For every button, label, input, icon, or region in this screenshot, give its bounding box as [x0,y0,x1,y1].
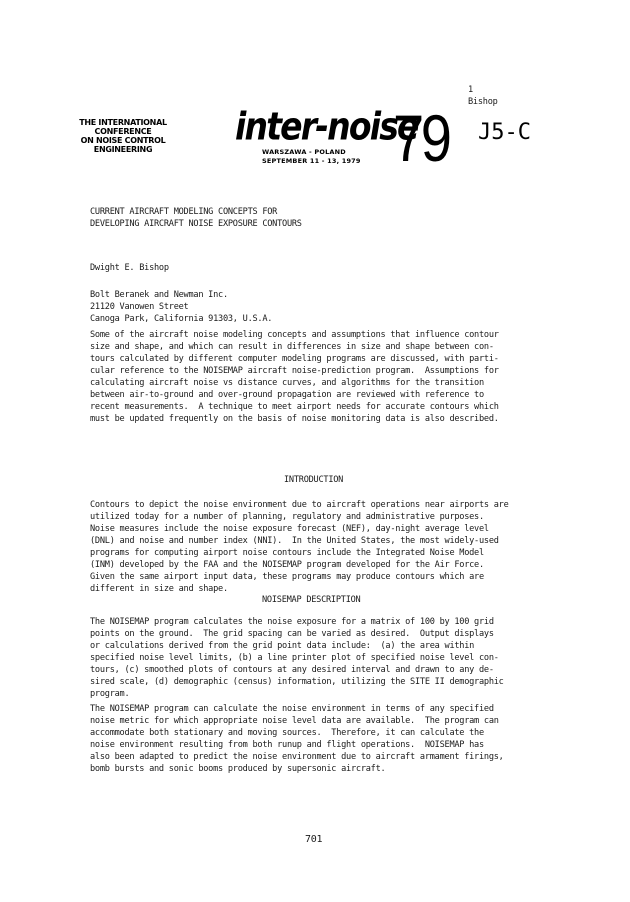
abstract-line: calculating aircraft noise vs distance curves, and algorithms for the transition [90,378,484,388]
paragraph-line: Given the same airport input data, these programs may produce contours which are [90,572,484,582]
conference-name-line: ON NOISE CONTROL [80,136,166,145]
paragraph-line: noise metric for which appropriate noise level data are available. The program can [90,716,499,726]
paragraph-line: Noise measures include the noise exposure forecast (NEF), day-night average level [90,524,489,534]
conference-year: 79 [393,101,449,175]
paragraph-line: specified noise level limits, (b) a line printer plot of specified noise level con- [90,653,499,663]
conference-name [78,118,168,154]
introduction-paragraph [90,499,550,595]
paragraph-line: The NOISEMAP program calculates the noise exposure for a matrix of 100 by 100 grid [90,617,494,627]
paragraph-line: programs for computing airport noise contours include the Integrated Noise Model [90,548,484,558]
page-mark-author: Bishop [468,97,498,107]
paragraph-line: The NOISEMAP program can calculate the noise environment in terms of any specified [90,704,494,714]
affiliation-line: 21120 Vanowen Street [90,302,189,312]
paragraph-line: Contours to depict the noise environment due to aircraft operations near airports are [90,500,509,510]
paragraph-line: program. [90,689,130,699]
abstract [90,329,550,425]
affiliation [90,289,272,325]
paragraph-line: (INM) developed by the FAA and the NOISEMAP program developed for the Air Force. [90,560,484,570]
paragraph-line: points on the ground. The grid spacing can be varied as desired. Output displays [90,629,494,639]
abstract-line: size and shape, and which can result in differences in size and shape between con- [90,342,494,352]
paragraph-line: different in size and shape. [90,584,228,594]
abstract-line: must be updated frequently on the basis of noise monitoring data is also described. [90,414,499,424]
abstract-line: cular reference to the NOISEMAP aircraft noise-prediction program. Assumptions for [90,366,499,376]
conference-location: WARSZAWA - POLAND [262,148,346,156]
paragraph-line: accommodate both stationary and moving sources. Therefore, it can calculate the [90,728,484,738]
page-number: 701 [305,834,323,845]
internoise-logo: inter-noise [235,103,418,149]
paragraph-line: utilized today for a number of planning, regulatory and administrative purposes. [90,512,484,522]
paragraph-line: also been adapted to predict the noise environment due to aircraft armament firings, [90,752,504,762]
paragraph-line: (DNL) and noise and number index (NNI). In the United States, the most widely-used [90,536,499,546]
section-heading-introduction: INTRODUCTION [284,475,344,485]
conference-dates: SEPTEMBER 11 - 13, 1979 [262,157,361,165]
section-heading-noisemap: NOISEMAP DESCRIPTION [262,595,361,605]
session-code: J5-C [478,120,531,145]
noisemap-paragraph-1 [90,616,550,700]
author-name: Dwight E. Bishop [90,263,169,273]
title-line: DEVELOPING AIRCRAFT NOISE EXPOSURE CONTOURS [90,219,302,229]
conference-name-line: THE INTERNATIONAL [79,118,167,127]
conference-name-line: CONFERENCE [94,127,152,136]
abstract-line: Some of the aircraft noise modeling concepts and assumptions that influence contour [90,330,499,340]
title-line: CURRENT AIRCRAFT MODELING CONCEPTS FOR [90,207,278,217]
paper-title [90,206,302,230]
paragraph-line: or calculations derived from the grid point data include: (a) the area within [90,641,475,651]
page-header-mark [468,84,498,108]
abstract-line: between air-to-ground and over-ground propagation are reviewed with reference to [90,390,484,400]
conference-name-line: ENGINEERING [93,145,153,154]
affiliation-line: Bolt Beranek and Newman Inc. [90,290,228,300]
page-mark-number: 1 [468,85,473,95]
conference-venue [262,148,361,166]
paragraph-line: tours, (c) smoothed plots of contours at any desired interval and drawn to any de- [90,665,494,675]
affiliation-line: Canoga Park, California 91303, U.S.A. [90,314,273,324]
noisemap-paragraph-2 [90,703,550,775]
paragraph-line: noise environment resulting from both runup and flight operations. NOISEMAP has [90,740,484,750]
paragraph-line: bomb bursts and sonic booms produced by supersonic aircraft. [90,764,386,774]
abstract-line: tours calculated by different computer modeling programs are discussed, with parti- [90,354,499,364]
paragraph-line: sired scale, (d) demographic (census) information, utilizing the SITE II demographic [90,677,504,687]
abstract-line: recent measurements. A technique to meet airport needs for accurate contours which [90,402,499,412]
